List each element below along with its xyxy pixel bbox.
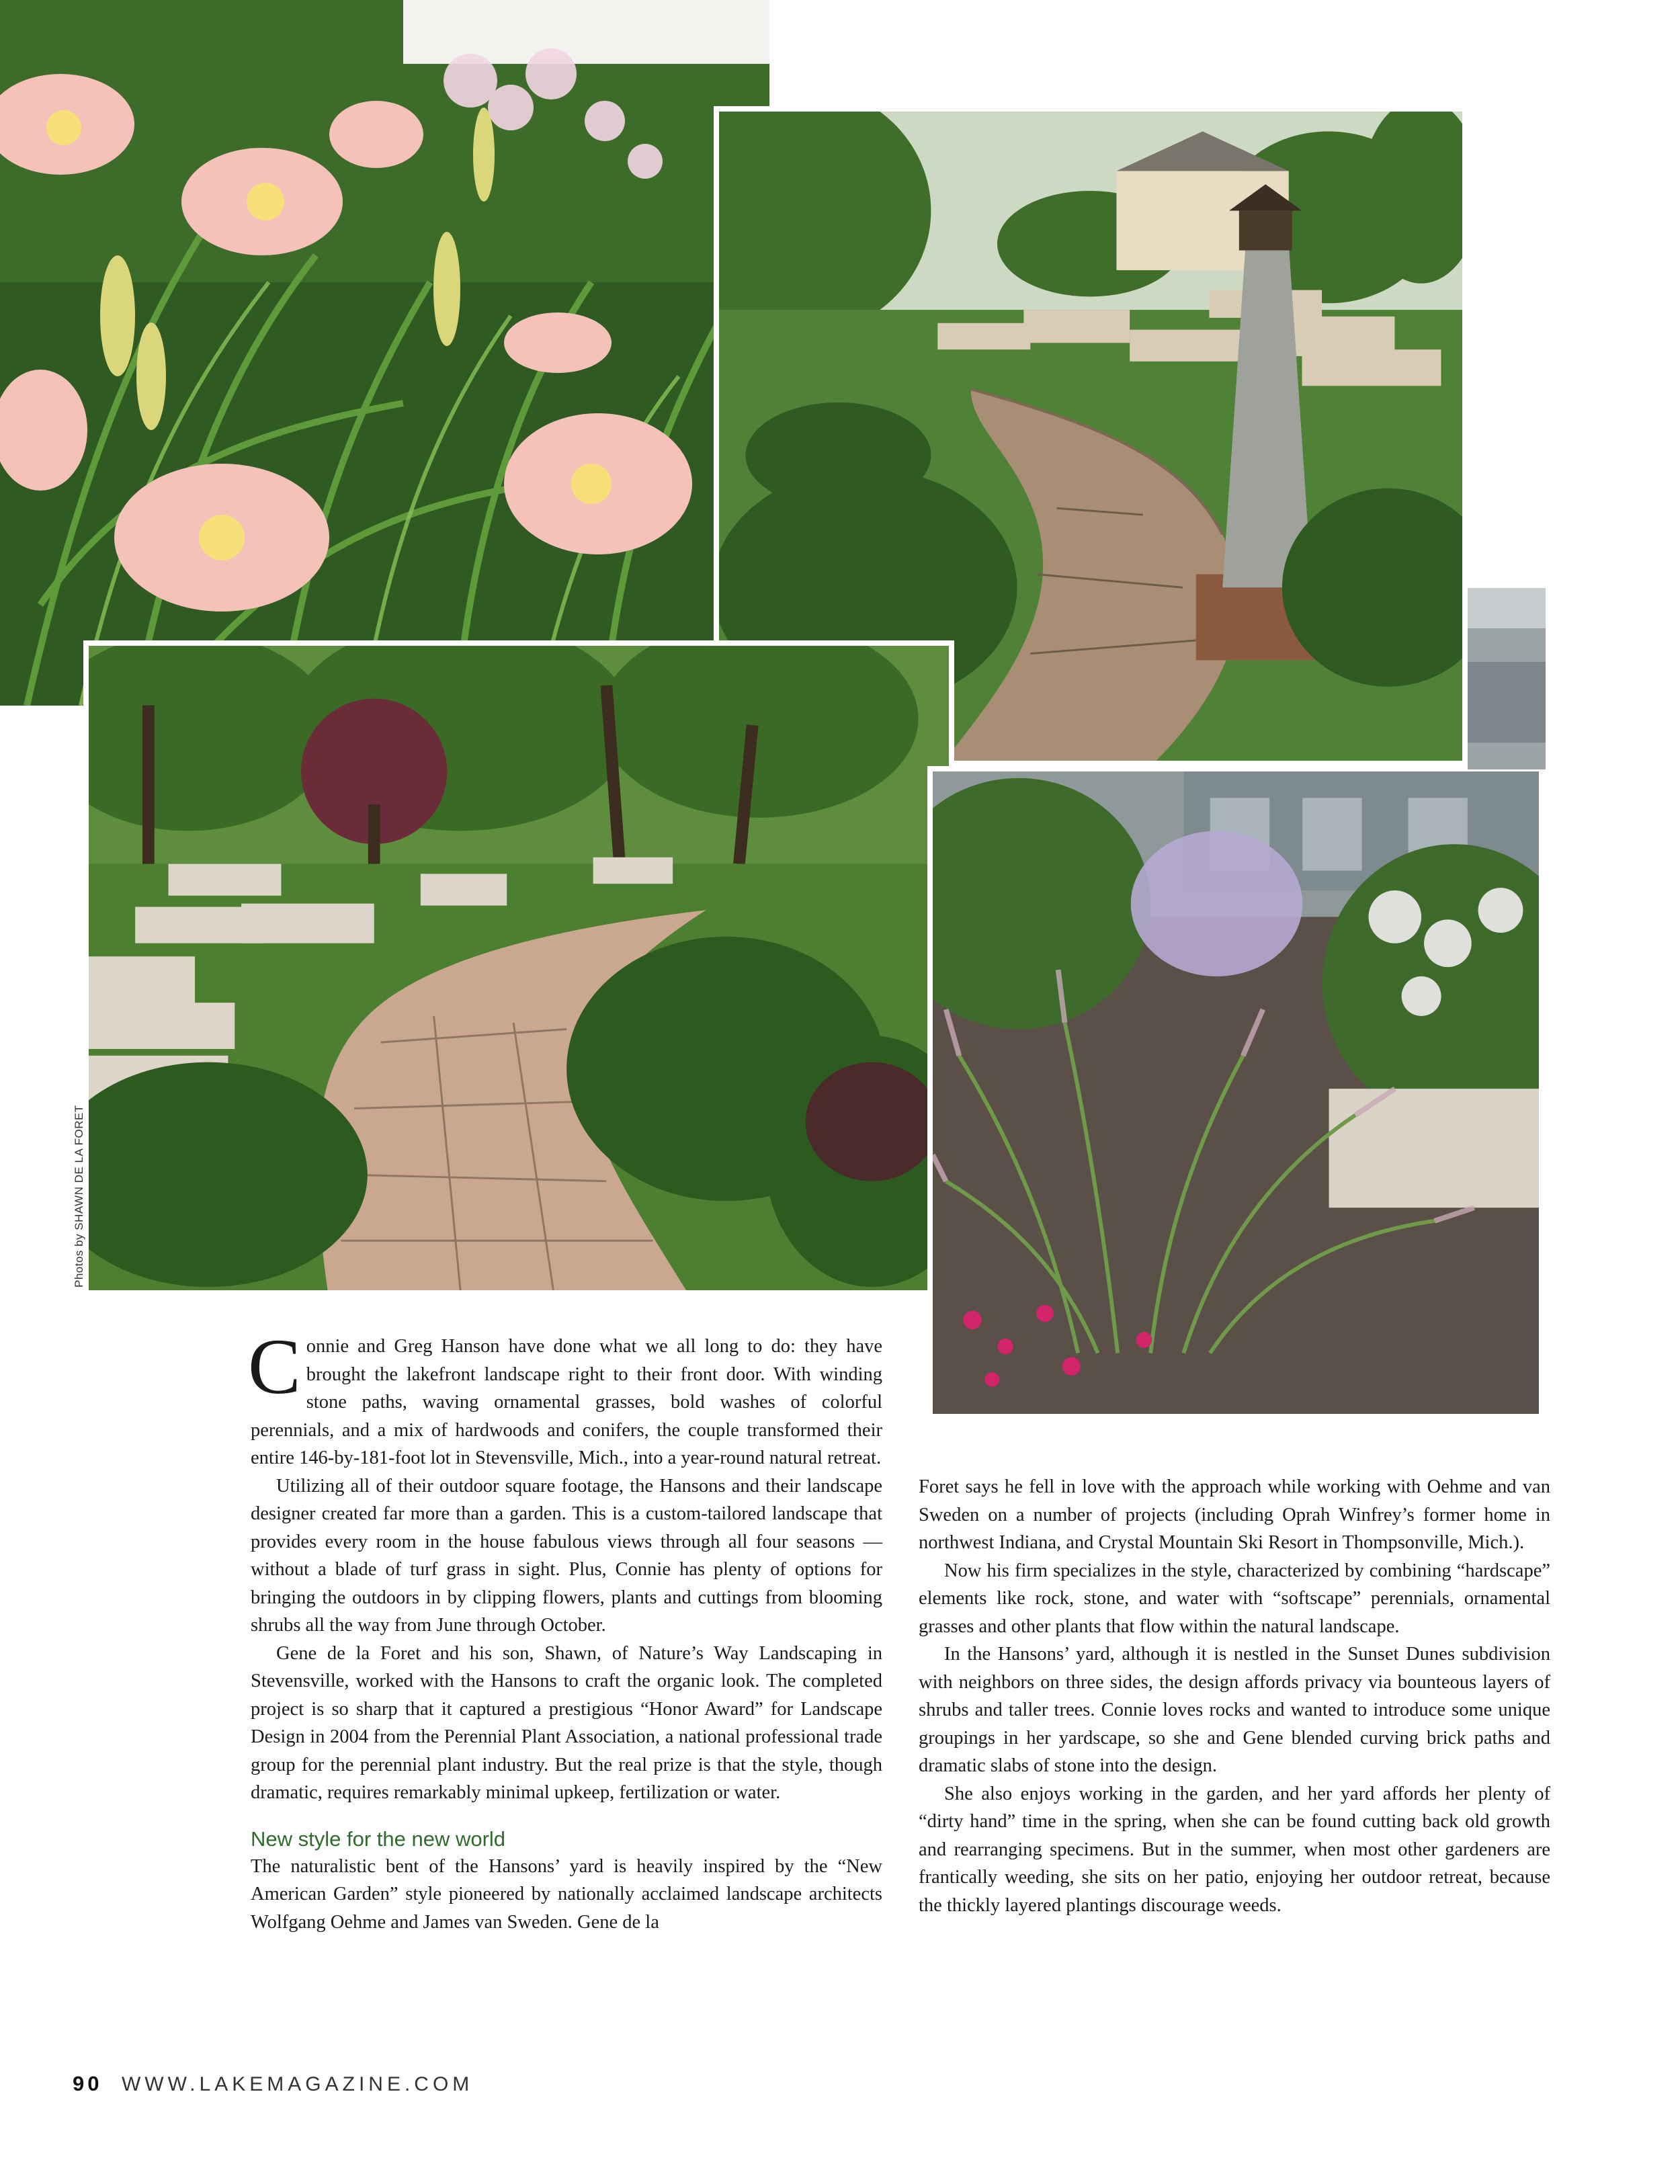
photo-credit: Photos by SHAWN DE LA FORET bbox=[73, 1105, 85, 1288]
website-url: WWW.LAKEMAGAZINE.COM bbox=[121, 2073, 474, 2095]
article-column-left bbox=[248, 1322, 882, 1936]
page-footer bbox=[73, 2072, 473, 2096]
article-paragraph: Gene de la Foret and his son, Shawn, of Nature’s Way Landscaping in Stevensville, worked with the Hansons to craft the organic look. The completed project is so sharp that it captured a prestigious “Honor Award” for Landscape Design in 2004 from the Perennial Plant Association, a national professional trade group for the perennial plant industry. But the real prize is that the style, though dramatic, requires remarkably minimal upkeep, fertilization or water. bbox=[251, 1642, 882, 1803]
article-column-right bbox=[919, 1473, 1550, 1919]
article-paragraph: In the Hansons’ yard, although it is nestled in the Sunset Dunes subdivision with neighbors on three sides, the design affords privacy via bounteous layers of shrubs and taller trees. Connie loves rocks and wanted to introduce some unique groupings in her yardscape, so she and Gene blended curving brick paths and dramatic slabs of stone into the design. bbox=[919, 1644, 1550, 1776]
ornamental-grasses-photo bbox=[927, 766, 1544, 1419]
article-paragraph: Connie and Greg Hanson have done what we all long to do: they have brought the lakefront landscape right to their front door. With winding stone paths, waving ornamental grasses, bold washes of colorful perennials, and a mix of hardwoods and conifers, the couple transformed their entire 146-by-181-foot lot in Stevensville, Mich., into a year-round natural retreat. bbox=[248, 1322, 882, 1468]
daylily-photo bbox=[0, 0, 769, 706]
article-paragraph: Now his firm specializes in the style, characterized by combining “hardscape” elements like rock, stone, and water with “softscape” perennials, ornamental grasses and other plants that flow within the natural landscape. bbox=[919, 1560, 1550, 1637]
flagstone-path-photo bbox=[83, 640, 954, 1296]
drop-cap: C bbox=[248, 1322, 301, 1411]
article-paragraph: She also enjoys working in the garden, and her yard affords her plenty of “dirty hand” time in the spring, when she can be found cutting back old growth and rearranging specimens. But in the summer, when most other gardeners are frantically weeding, she sits on her patio, enjoying her outdoor retreat, because the thickly layered plantings discourage weeds. bbox=[919, 1783, 1550, 1916]
article-paragraph: Utilizing all of their outdoor square footage, the Hansons and their landscape designer created far more than a garden. This is a custom-tailored landscape that provides every room in the house fabulous views through all four seasons — without a blade of turf grass in sight. Plus, Connie has plenty of options for bringing the outdoors in by clipping flowers, plants and cuttings from blooming shrubs all the way from June through October. bbox=[251, 1475, 882, 1636]
article-paragraph: Foret says he fell in love with the approach while working with Oehme and van Sweden on a number of projects (including Oprah Winfrey’s former home in northwest Indiana, and Crystal Mountain Ski Resort in Thompsonville, Mich.). bbox=[919, 1476, 1550, 1553]
section-subhead: New style for the new world bbox=[251, 1826, 506, 1851]
article-paragraph: The naturalistic bent of the Hansons’ yard is heavily inspired by the “New American Garden” style pioneered by nationally acclaimed landscape architects Wolfgang Oehme and James van Sweden. Gene de la bbox=[251, 1855, 882, 1933]
page-number: 90 bbox=[73, 2072, 103, 2095]
house-siding-photo bbox=[1468, 588, 1546, 769]
